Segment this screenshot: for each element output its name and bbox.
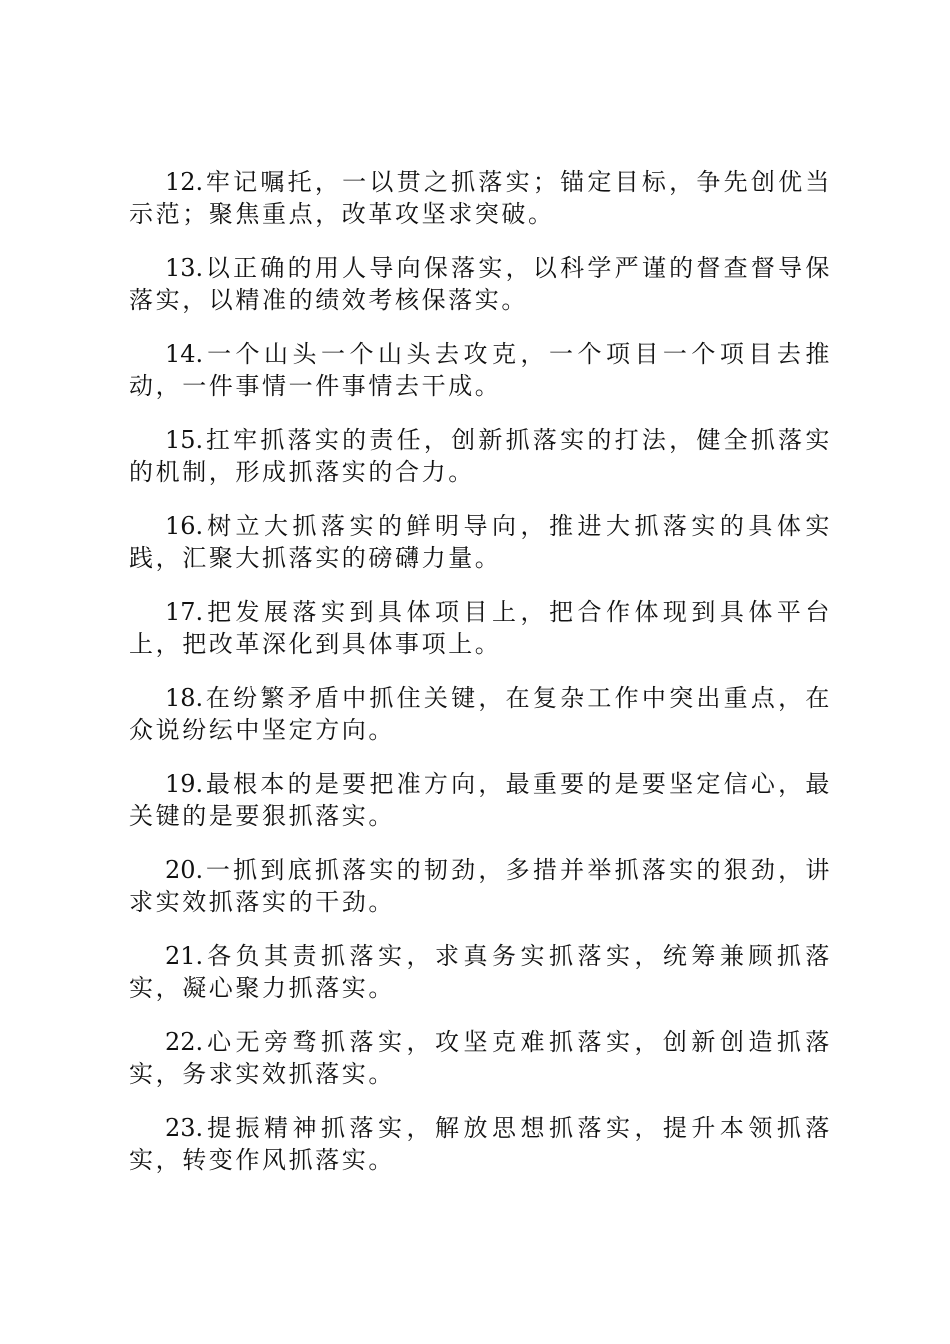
item-number: 21.: [165, 942, 204, 970]
list-item: [129, 252, 832, 316]
item-text: 以正确的用人导向保落实，以科学严谨的督查督导保落实，以精准的绩效考核保落实。: [129, 254, 832, 314]
item-text: 心无旁骛抓落实，攻坚克难抓落实，创新创造抓落实，务求实效抓落实。: [129, 1028, 832, 1088]
list-item: [129, 854, 832, 918]
list-item: [129, 424, 832, 488]
list-item: [129, 682, 832, 746]
item-text: 牢记嘱托，一以贯之抓落实；锚定目标，争先创优当示范；聚焦重点，改革攻坚求突破。: [129, 168, 832, 228]
item-number: 18.: [165, 684, 204, 712]
item-number: 14.: [165, 340, 204, 368]
item-number: 12.: [165, 168, 204, 196]
item-text: 最根本的是要把准方向，最重要的是要坚定信心，最关键的是要狠抓落实。: [129, 770, 832, 830]
item-number: 22.: [165, 1028, 204, 1056]
item-number: 20.: [165, 856, 204, 884]
item-number: 17.: [165, 598, 204, 626]
item-number: 15.: [165, 426, 204, 454]
item-text: 树立大抓落实的鲜明导向，推进大抓落实的具体实践，汇聚大抓落实的磅礴力量。: [129, 512, 832, 572]
item-text: 一抓到底抓落实的韧劲，多措并举抓落实的狠劲，讲求实效抓落实的干劲。: [129, 856, 832, 916]
item-text: 扛牢抓落实的责任，创新抓落实的打法，健全抓落实的机制，形成抓落实的合力。: [129, 426, 832, 486]
list-item: [129, 940, 832, 1004]
list-item: [129, 338, 832, 402]
item-number: 19.: [165, 770, 204, 798]
list-item: [129, 1112, 832, 1176]
item-text: 把发展落实到具体项目上，把合作体现到具体平台上，把改革深化到具体事项上。: [129, 598, 832, 658]
list-item: [129, 596, 832, 660]
item-text: 提振精神抓落实，解放思想抓落实，提升本领抓落实，转变作风抓落实。: [129, 1114, 832, 1174]
item-text: 各负其责抓落实，求真务实抓落实，统筹兼顾抓落实，凝心聚力抓落实。: [129, 942, 832, 1002]
list-item: [129, 166, 832, 230]
list-item: [129, 1026, 832, 1090]
item-text: 一个山头一个山头去攻克，一个项目一个项目去推动，一件事情一件事情去干成。: [129, 340, 832, 400]
item-number: 16.: [165, 512, 204, 540]
item-number: 13.: [165, 254, 204, 282]
list-item: [129, 510, 832, 574]
item-number: 23.: [165, 1114, 204, 1142]
item-text: 在纷繁矛盾中抓住关键，在复杂工作中突出重点，在众说纷纭中坚定方向。: [129, 684, 832, 744]
document-body: [129, 166, 832, 1198]
list-item: [129, 768, 832, 832]
